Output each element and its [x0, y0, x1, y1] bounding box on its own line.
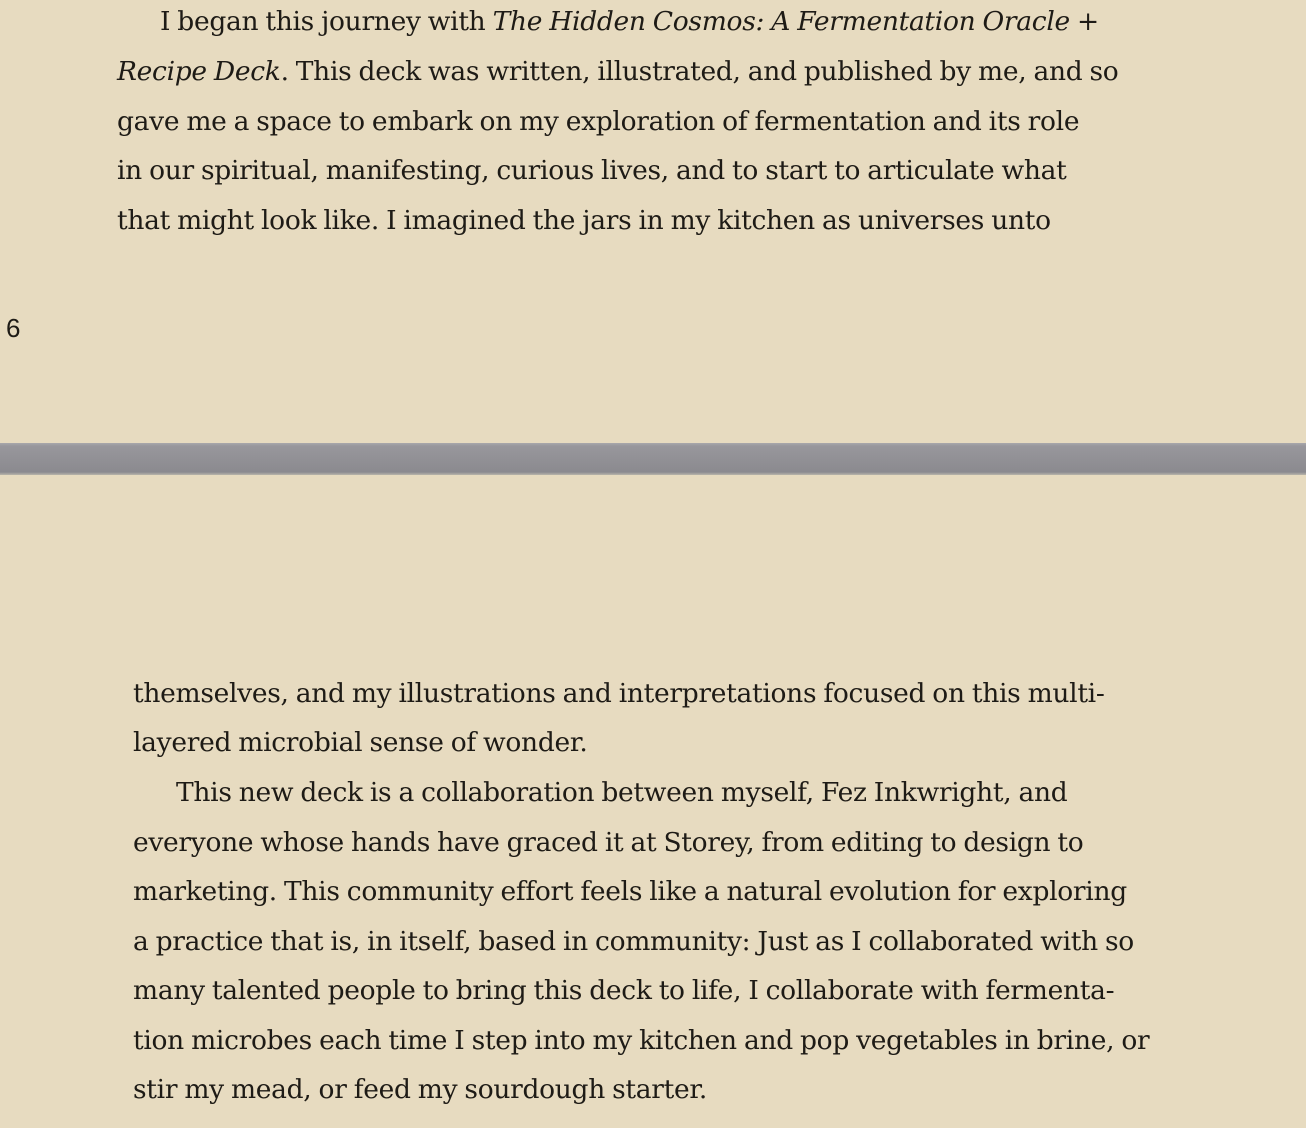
paragraph-line: that might look like. I imagined the jars in my kitchen as universes unto: [117, 205, 1051, 236]
paragraph-line: marketing. This community effort feels like a natural evolution for exploring: [133, 876, 1127, 907]
paragraph-line: [117, 52, 1118, 92]
page-separator: [0, 441, 1306, 478]
line-text: . This deck was written, illustrated, and published by me, and so: [280, 56, 1119, 87]
top-page: [0, 0, 1306, 441]
paragraph-line: tion microbes each time I step into my kitchen and pop vegetables in brine, or: [133, 1025, 1150, 1056]
page-separator-bar: [0, 443, 1306, 475]
paragraph-line: themselves, and my illustrations and interpretations focused on this multi-: [133, 678, 1105, 709]
paragraph-line: stir my mead, or feed my sourdough starter.: [133, 1074, 707, 1105]
paragraph-line: layered microbial sense of wonder.: [133, 727, 588, 758]
paragraph-line: everyone whose hands have graced it at Storey, from editing to design to: [133, 827, 1084, 858]
paragraph-line: a practice that is, in itself, based in community: Just as I collaborated with so: [133, 926, 1134, 957]
bottom-page: [0, 478, 1306, 1128]
paragraph-line: [160, 2, 1099, 42]
paragraph-line: in our spiritual, manifesting, curious lives, and to start to articulate what: [117, 155, 1067, 186]
paragraph-line: This new deck is a collaboration between myself, Fez Inkwright, and: [176, 777, 1068, 808]
book-title: Recipe Deck: [117, 56, 281, 87]
paragraph-line: many talented people to bring this deck to life, I collaborate with fermenta-: [133, 975, 1115, 1006]
book-title: The Hidden Cosmos: A Fermentation Oracle +: [492, 6, 1099, 37]
page-number: 6: [6, 313, 21, 343]
line-text: I began this journey with: [160, 6, 493, 37]
paragraph-line: gave me a space to embark on my exploration of fermentation and its role: [117, 106, 1080, 137]
